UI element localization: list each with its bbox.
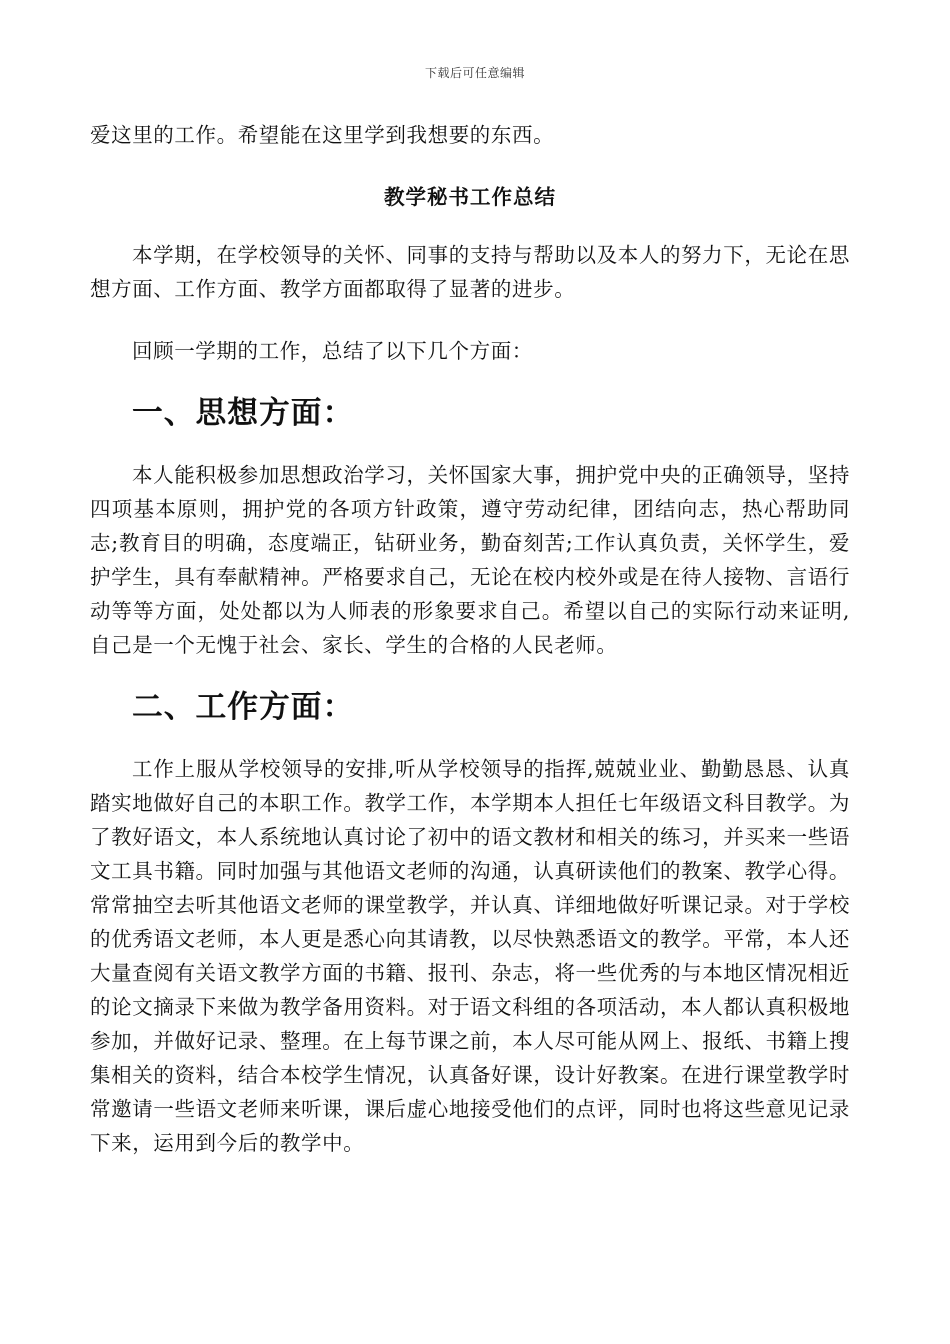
document-title: 教学秘书工作总结 <box>384 185 556 209</box>
section-heading-work: 二、工作方面： <box>132 689 355 725</box>
section-body-work: 工作上服从学校领导的安排,听从学校领导的指挥,兢兢业业、勤勤恳恳、认真踏实地做好自己的本职工作。教学工作，本学期本人担任七年级语文科目教学。为了教好语文，本人系统地认真讨论了初中的语文教材和相关的练习，并买来一些语文工具书籍。同时加强与其他语文老师的沟通，认真研读他们的教案、教学心得。常常抽空去听其他语文老师的课堂教学，并认真、详细地做好听课记录。对于学校的优秀语文老师，本人更是悉心向其请教，以尽快熟悉语文的教学。平常，本人还大量查阅有关语文教学方面的书籍、报刊、杂志，将一些优秀的与本地区情况相近的论文摘录下来做为教学备用资料。对于语文科组的各项活动，本人都认真积极地参加，并做好记录、整理。在上每节课之前，本人尽可能从网上、报纸、书籍上搜集相关的资料，结合本校学生情况，认真备好课，设计好教案。在进行课堂教学时常邀请一些语文老师来听课，课后虚心地接受他们的点评，同时也将这些意见记录下来，运用到今后的教学中。 <box>90 757 850 1155</box>
continuation-paragraph: 爱这里的工作。希望能在这里学到我想要的东西。 <box>90 123 555 147</box>
section-body-thought: 本人能积极参加思想政治学习，关怀国家大事，拥护党中央的正确领导，坚持四项基本原则，拥护党的各项方针政策，遵守劳动纪律，团结向志，热心帮助同志;教育目的明确，态度端正，钻研业务，勤奋刻苦;工作认真负责，关怀学生，爱护学生，具有奉献精神。严格要求自己，无论在校内校外或是在待人接物、言语行动等等方面，处处都以为人师表的形象要求自己。希望以自己的实际行动来证明,自己是一个无愧于社会、家长、学生的合格的人民老师。 <box>90 463 850 657</box>
page-header-note: 下载后可任意编辑 <box>424 66 525 80</box>
review-paragraph: 回顾一学期的工作，总结了以下几个方面： <box>132 339 533 363</box>
document-body <box>90 118 850 1160</box>
section-heading-thought: 一、思想方面： <box>132 395 355 431</box>
intro-paragraph: 本学期，在学校领导的关怀、同事的支持与帮助以及本人的努力下，无论在思想方面、工作方面、教学方面都取得了显著的进步。 <box>90 243 850 301</box>
